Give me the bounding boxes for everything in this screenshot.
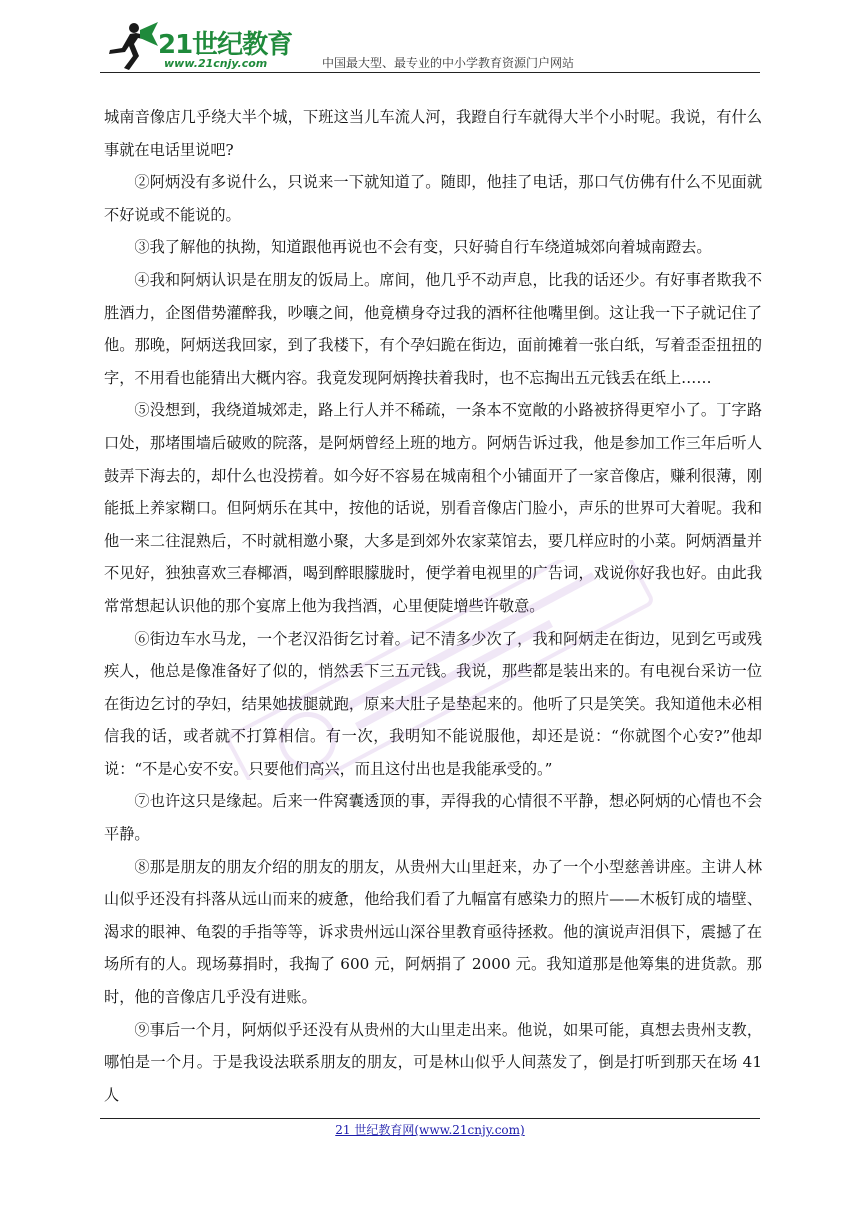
header-divider <box>100 72 760 73</box>
header-slogan: 中国最大型、最专业的中小学教育资源门户网站 <box>322 56 575 70</box>
article-body <box>104 101 762 1111</box>
logo-text: 21世纪教育 <box>158 30 293 60</box>
footer-divider <box>100 1118 760 1119</box>
runner-icon <box>100 20 160 72</box>
logo <box>100 20 310 74</box>
paragraph-1: 城南音像店几乎绕大半个城，下班这当儿车流人河，我蹬自行车就得大半个小时呢。我说，有什么事就在电话里说吧? <box>104 108 762 159</box>
paragraph-8: ⑧那是朋友的朋友介绍的朋友的朋友，从贵州大山里赶来，办了一个小型慈善讲座。主讲人林山似乎还没有抖落从远山而来的疲惫，他给我们看了九幅富有感染力的照片——木板钉成的墙壁、渴求的眼神、龟裂的手指等等，诉求贵州远山深谷里教育亟待拯救。他的演说声泪俱下，震撼了在场所有的人。现场募捐时，我掏了 600 元，阿炳捐了 2000 元。我知道那是他筹集的进货款。那时，他的音像店几乎没有进账。 <box>104 857 762 1007</box>
footer-link[interactable]: 21 世纪教育网(www.21cnjy.com) <box>335 1123 525 1137</box>
paragraph-3: ③我了解他的执拗，知道跟他再说也不会有变，只好骑自行车绕道城郊向着城南蹬去。 <box>134 238 712 257</box>
page-header <box>100 18 760 74</box>
paragraph-6: ⑥街边车水马龙，一个老汉沿街乞讨着。记不清多少次了，我和阿炳走在街边，见到乞丐或残疾人，他总是像准备好了似的，悄然丢下三五元钱。我说，那些都是装出来的。有电视台采访一位在街边乞讨的孕妇，结果她拔腿就跑，原来大肚子是垫起来的。他听了只是笑笑。我知道他未必相信我的话，或者就不打算相信。有一次，我明知不能说服他，却还是说：“你就图个心安?”他却说：“不是心安不安。只要他们高兴，而且这付出也是我能承受的。” <box>104 629 762 778</box>
logo-url: www.21cnjy.com <box>164 57 268 70</box>
paragraph-7: ⑦也许这只是缘起。后来一件窝囊透顶的事，弄得我的心情很不平静，想必阿炳的心情也不会平静。 <box>104 792 762 844</box>
paragraph-9: ⑨事后一个月，阿炳似乎还没有从贵州的大山里走出来。他说，如果可能，真想去贵州支教，哪怕是一个月。于是我设法联系朋友的朋友，可是林山似乎人间蒸发了，倒是打听到那天在场 41 人 <box>104 1020 762 1104</box>
paragraph-4: ④我和阿炳认识是在朋友的饭局上。席间，他几乎不动声息，比我的话还少。有好事者欺我不胜酒力，企图借势灌醉我，吵嚷之间，他竟横身夺过我的酒杯往他嘴里倒。这让我一下子就记住了他。那晚，阿炳送我回家，到了我楼下，有个孕妇跪在街边，面前摊着一张白纸，写着歪歪扭扭的字，不用看也能猜出大概内容。我竟发现阿炳搀扶着我时，也不忘掏出五元钱丢在纸上…… <box>104 270 762 387</box>
paragraph-5: ⑤没想到，我绕道城郊走，路上行人并不稀疏，一条本不宽敞的小路被挤得更窄小了。丁字路口处，那堵围墙后破败的院落，是阿炳曾经上班的地方。阿炳告诉过我，他是参加工作三年后听人鼓弄下海去的，却什么也没捞着。如今好不容易在城南租个小铺面开了一家音像店，赚利很薄，刚能抵上养家糊口。但阿炳乐在其中，按他的话说，别看音像店门脸小，声乐的世界可大着呢。我和他一来二往混熟后，不时就相邀小聚，大多是到郊外农家菜馆去，要几样应时的小菜。阿炳酒量并不见好，独独喜欢三春椰酒，喝到醉眼朦胧时，便学着电视里的广告词，戏说你好我也好。由此我常常想起认识他的那个宴席上他为我挡酒，心里便陡增些许敬意。 <box>104 401 762 615</box>
paragraph-2: ②阿炳没有多说什么，只说来一下就知道了。随即，他挂了电话，那口气仿佛有什么不见面就不好说或不能说的。 <box>104 173 762 224</box>
